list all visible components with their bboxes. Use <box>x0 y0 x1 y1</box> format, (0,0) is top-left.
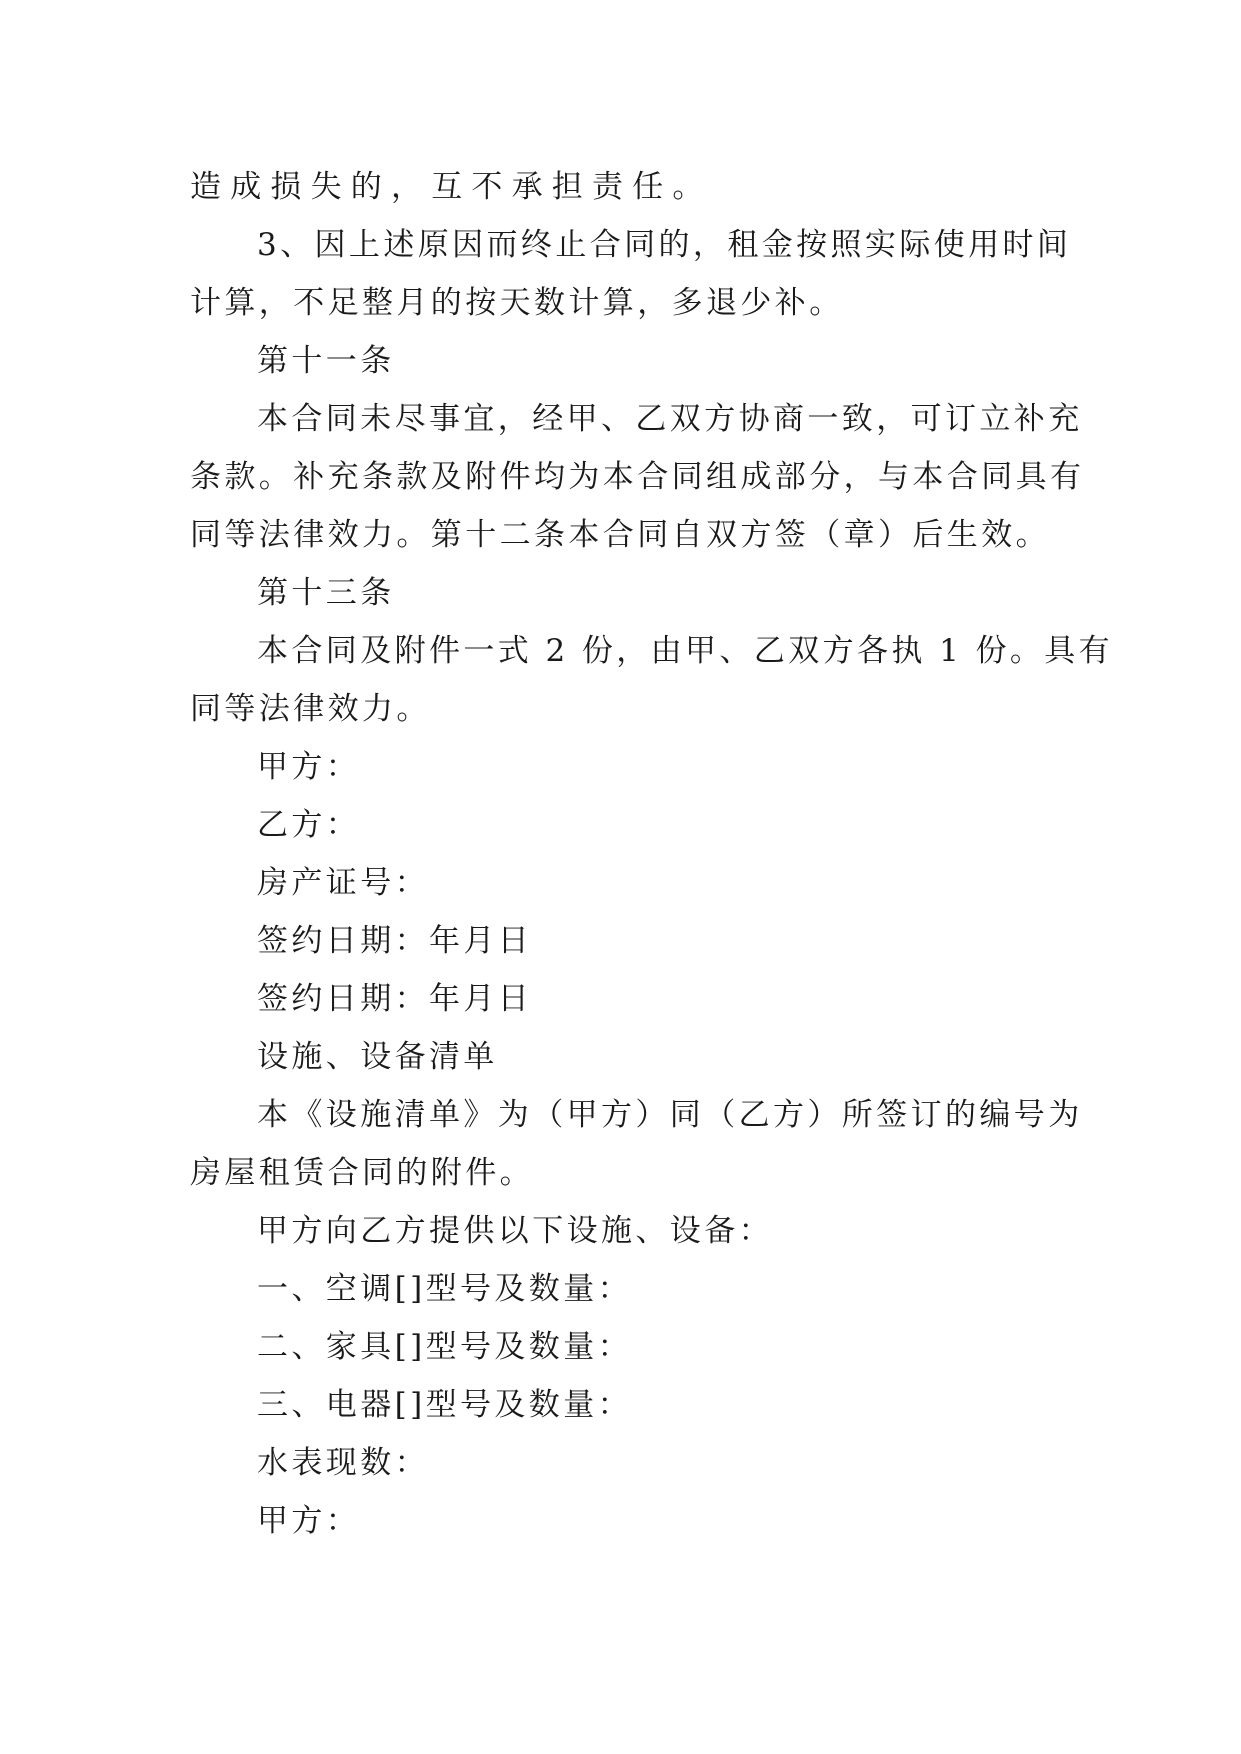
sign-date-label: 签约日期：年月日 <box>257 981 533 1017</box>
list-item: 三、电器[]型号及数量： <box>257 1387 632 1423</box>
document-page <box>190 158 1114 1550</box>
paragraph-line: 3、因上述原因而终止合同的，租金按照实际使用时间 <box>257 227 1072 263</box>
list-item: 二、家具[]型号及数量： <box>257 1329 632 1365</box>
party-a-label: 甲方： <box>257 749 361 785</box>
paragraph-line: 房屋租赁合同的附件。 <box>190 1155 534 1191</box>
paragraph-line: 造成损失的，互不承担责任。 <box>190 169 713 205</box>
paragraph-line: 同等法律效力。第十二条本合同自双方签（章）后生效。 <box>190 517 1050 553</box>
paragraph-line: 甲方向乙方提供以下设施、设备： <box>257 1213 773 1249</box>
party-a-label: 甲方： <box>257 1503 361 1539</box>
article-heading: 第十三条 <box>257 575 395 611</box>
paragraph-line: 本合同未尽事宜，经甲、乙双方协商一致，可订立补充 <box>257 401 1083 437</box>
paragraph-line: 同等法律效力。 <box>190 691 431 727</box>
sign-date-label: 签约日期：年月日 <box>257 923 533 959</box>
water-meter-label: 水表现数： <box>257 1445 429 1481</box>
section-heading: 设施、设备清单 <box>257 1039 498 1075</box>
party-b-label: 乙方： <box>257 807 361 843</box>
paragraph-line: 本《设施清单》为（甲方）同（乙方）所签订的编号为 <box>257 1097 1083 1133</box>
paragraph-line: 计算，不足整月的按天数计算，多退少补。 <box>190 285 844 321</box>
property-cert-label: 房产证号： <box>257 865 429 901</box>
list-item: 一、空调[]型号及数量： <box>257 1271 632 1307</box>
paragraph-line: 本合同及附件一式 2 份，由甲、乙双方各执 1 份。具有 <box>257 633 1114 669</box>
article-heading: 第十一条 <box>257 343 395 379</box>
paragraph-line: 条款。补充条款及附件均为本合同组成部分，与本合同具有 <box>190 459 1085 495</box>
